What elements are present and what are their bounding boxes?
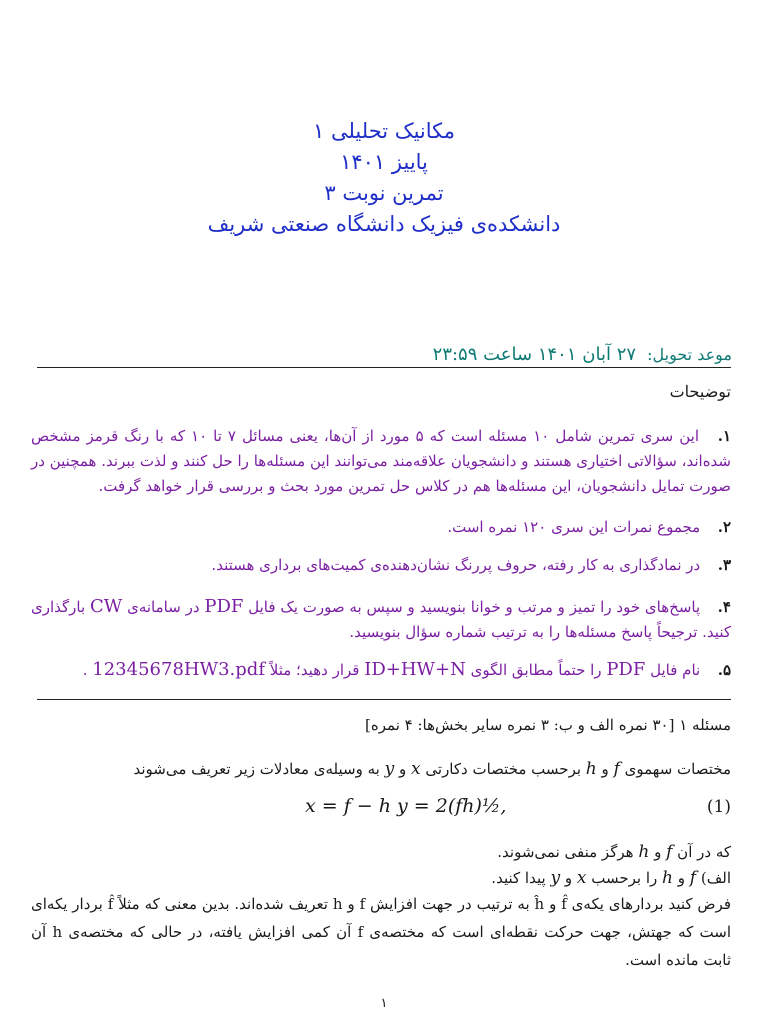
conj-text: و — [601, 760, 609, 778]
math-x: x — [576, 868, 587, 888]
equation-body: x = f − h y = 2(fh)½, — [305, 795, 507, 817]
note-text-part: پاسخ‌های خود را تمیز و مرتب و خوانا بنویسید و سپس به صورت یک فایل — [248, 598, 701, 616]
math-f: f — [613, 759, 620, 779]
note-text-part: نام فایل — [650, 661, 701, 679]
conj-text: و — [398, 760, 407, 778]
note-number: ۱. — [717, 427, 731, 445]
page-number: ۱ — [380, 996, 388, 1011]
divider-bottom — [37, 699, 731, 700]
note-text-part: را حتماً مطابق الگوی — [470, 661, 602, 679]
math-y: y — [384, 759, 395, 779]
note-item-2 — [31, 515, 731, 540]
note-item-1 — [31, 424, 731, 499]
cw-term: CW — [89, 596, 123, 617]
intro-text: برحسب مختصات دکارتی — [425, 760, 582, 778]
note-number: ۳. — [717, 556, 731, 574]
semester: پاییز ۱۴۰۱ — [340, 150, 428, 174]
math-x: x — [411, 759, 421, 779]
course-title: مکانیک تحلیلی ۱ — [313, 119, 455, 143]
filename-example: 12345678HW3.pdf — [92, 659, 265, 680]
note-text-part: بارگذاری کنید. ترجیحاً پاسخ مسئله‌ها را به ترتیب شماره سؤال بنویسید. — [31, 598, 731, 641]
notes-heading: توضیحات — [669, 382, 731, 401]
filename-pattern: ID+HW+N — [364, 659, 466, 680]
note-text: مجموع نمرات این سری ۱۲۰ نمره است. — [447, 518, 701, 536]
note-item-5 — [31, 657, 731, 683]
assignment-number: تمرین نوبت ۳ — [324, 181, 444, 205]
part-a — [31, 864, 731, 892]
intro-text: به وسیله‌ی معادلات زیر تعریف می‌شوند — [133, 760, 380, 778]
conj-text: و — [677, 869, 686, 887]
deadline — [433, 344, 732, 365]
deadline-label: موعد تحویل: — [647, 345, 732, 364]
department: دانشکده‌ی فیزیک دانشگاه صنعتی شریف — [207, 212, 561, 236]
equation-1 — [37, 793, 731, 827]
pdf-term: PDF — [606, 659, 646, 680]
math-f: f — [666, 842, 673, 862]
title-block — [0, 116, 768, 240]
note-text-part: در سامانه‌ی — [127, 598, 200, 616]
pdf-term: PDF — [204, 596, 244, 617]
conj-text: و — [564, 869, 573, 887]
note-number: ۴. — [717, 598, 731, 616]
math-y: y — [550, 868, 561, 888]
note-text — [83, 661, 701, 679]
part-text: پیدا کنید. — [491, 869, 546, 887]
note-text-part: قرار دهید؛ مثلاً — [269, 661, 360, 679]
intro-text: مختصات سهموی — [624, 760, 731, 778]
conj-text: و — [654, 843, 662, 861]
note-text: در نمادگذاری به کار رفته، حروف پررنگ نشان‌دهنده‌ی کمیت‌های برداری هستند. — [211, 556, 701, 574]
equation-number: (1) — [706, 797, 731, 817]
divider-top — [37, 367, 731, 368]
part-text: را برحسب — [591, 869, 658, 887]
note-number: ۲. — [717, 518, 731, 536]
problem-intro — [31, 755, 731, 783]
deadline-date: ۲۷ آبان ۱۴۰۱ ساعت ۲۳:۵۹ — [432, 344, 637, 365]
condition-text: هرگز منفی نمی‌شوند. — [497, 843, 634, 861]
math-h: h — [662, 868, 673, 888]
unit-vector-paragraph: فرض کنید بردارهای یکه‌ی f̂ و ĥ به ترتیب در جهت افزایش f و h تعریف شده‌اند. بدین معنی که مثلاً f̂ بردار یکه‌ای است که جهتش، جهت حرکت نقطه‌ای است که مختصه‌ی f آن کمی افزایش یافته، در حالی که مختصه‌ی h آن ثابت مانده است. — [31, 895, 732, 969]
part-label: الف) — [700, 869, 731, 887]
note-text-part: . — [82, 661, 88, 679]
problem-heading: مسئله ۱ [۳۰ نمره الف و ب: ۳ نمره سایر بخش‌ها: ۴ نمره] — [365, 716, 731, 734]
math-h: h — [638, 842, 650, 862]
note-item-3 — [31, 553, 731, 578]
math-h: h — [585, 759, 597, 779]
note-item-4 — [31, 594, 731, 645]
note-text — [31, 598, 731, 641]
condition-text: که در آن — [677, 843, 731, 861]
note-number: ۵. — [717, 661, 731, 679]
note-text: این سری تمرین شامل ۱۰ مسئله است که ۵ مورد از آن‌ها، یعنی مسائل ۷ تا ۱۰ که با رنگ قرمز مشخص شده‌اند، سؤالاتی اختیاری هستند و دانشجویان علاقه‌مند می‌توانند این مسئله‌ها را حل کنند و لذت ببرند. همچنین در صورت تمایل دانشجویان، این مسئله‌ها هم در کلاس حل تمرین مورد بحث و بررسی قرار خواهد گرفت. — [31, 427, 731, 495]
problem-condition — [31, 838, 731, 866]
math-f: f — [689, 868, 697, 888]
